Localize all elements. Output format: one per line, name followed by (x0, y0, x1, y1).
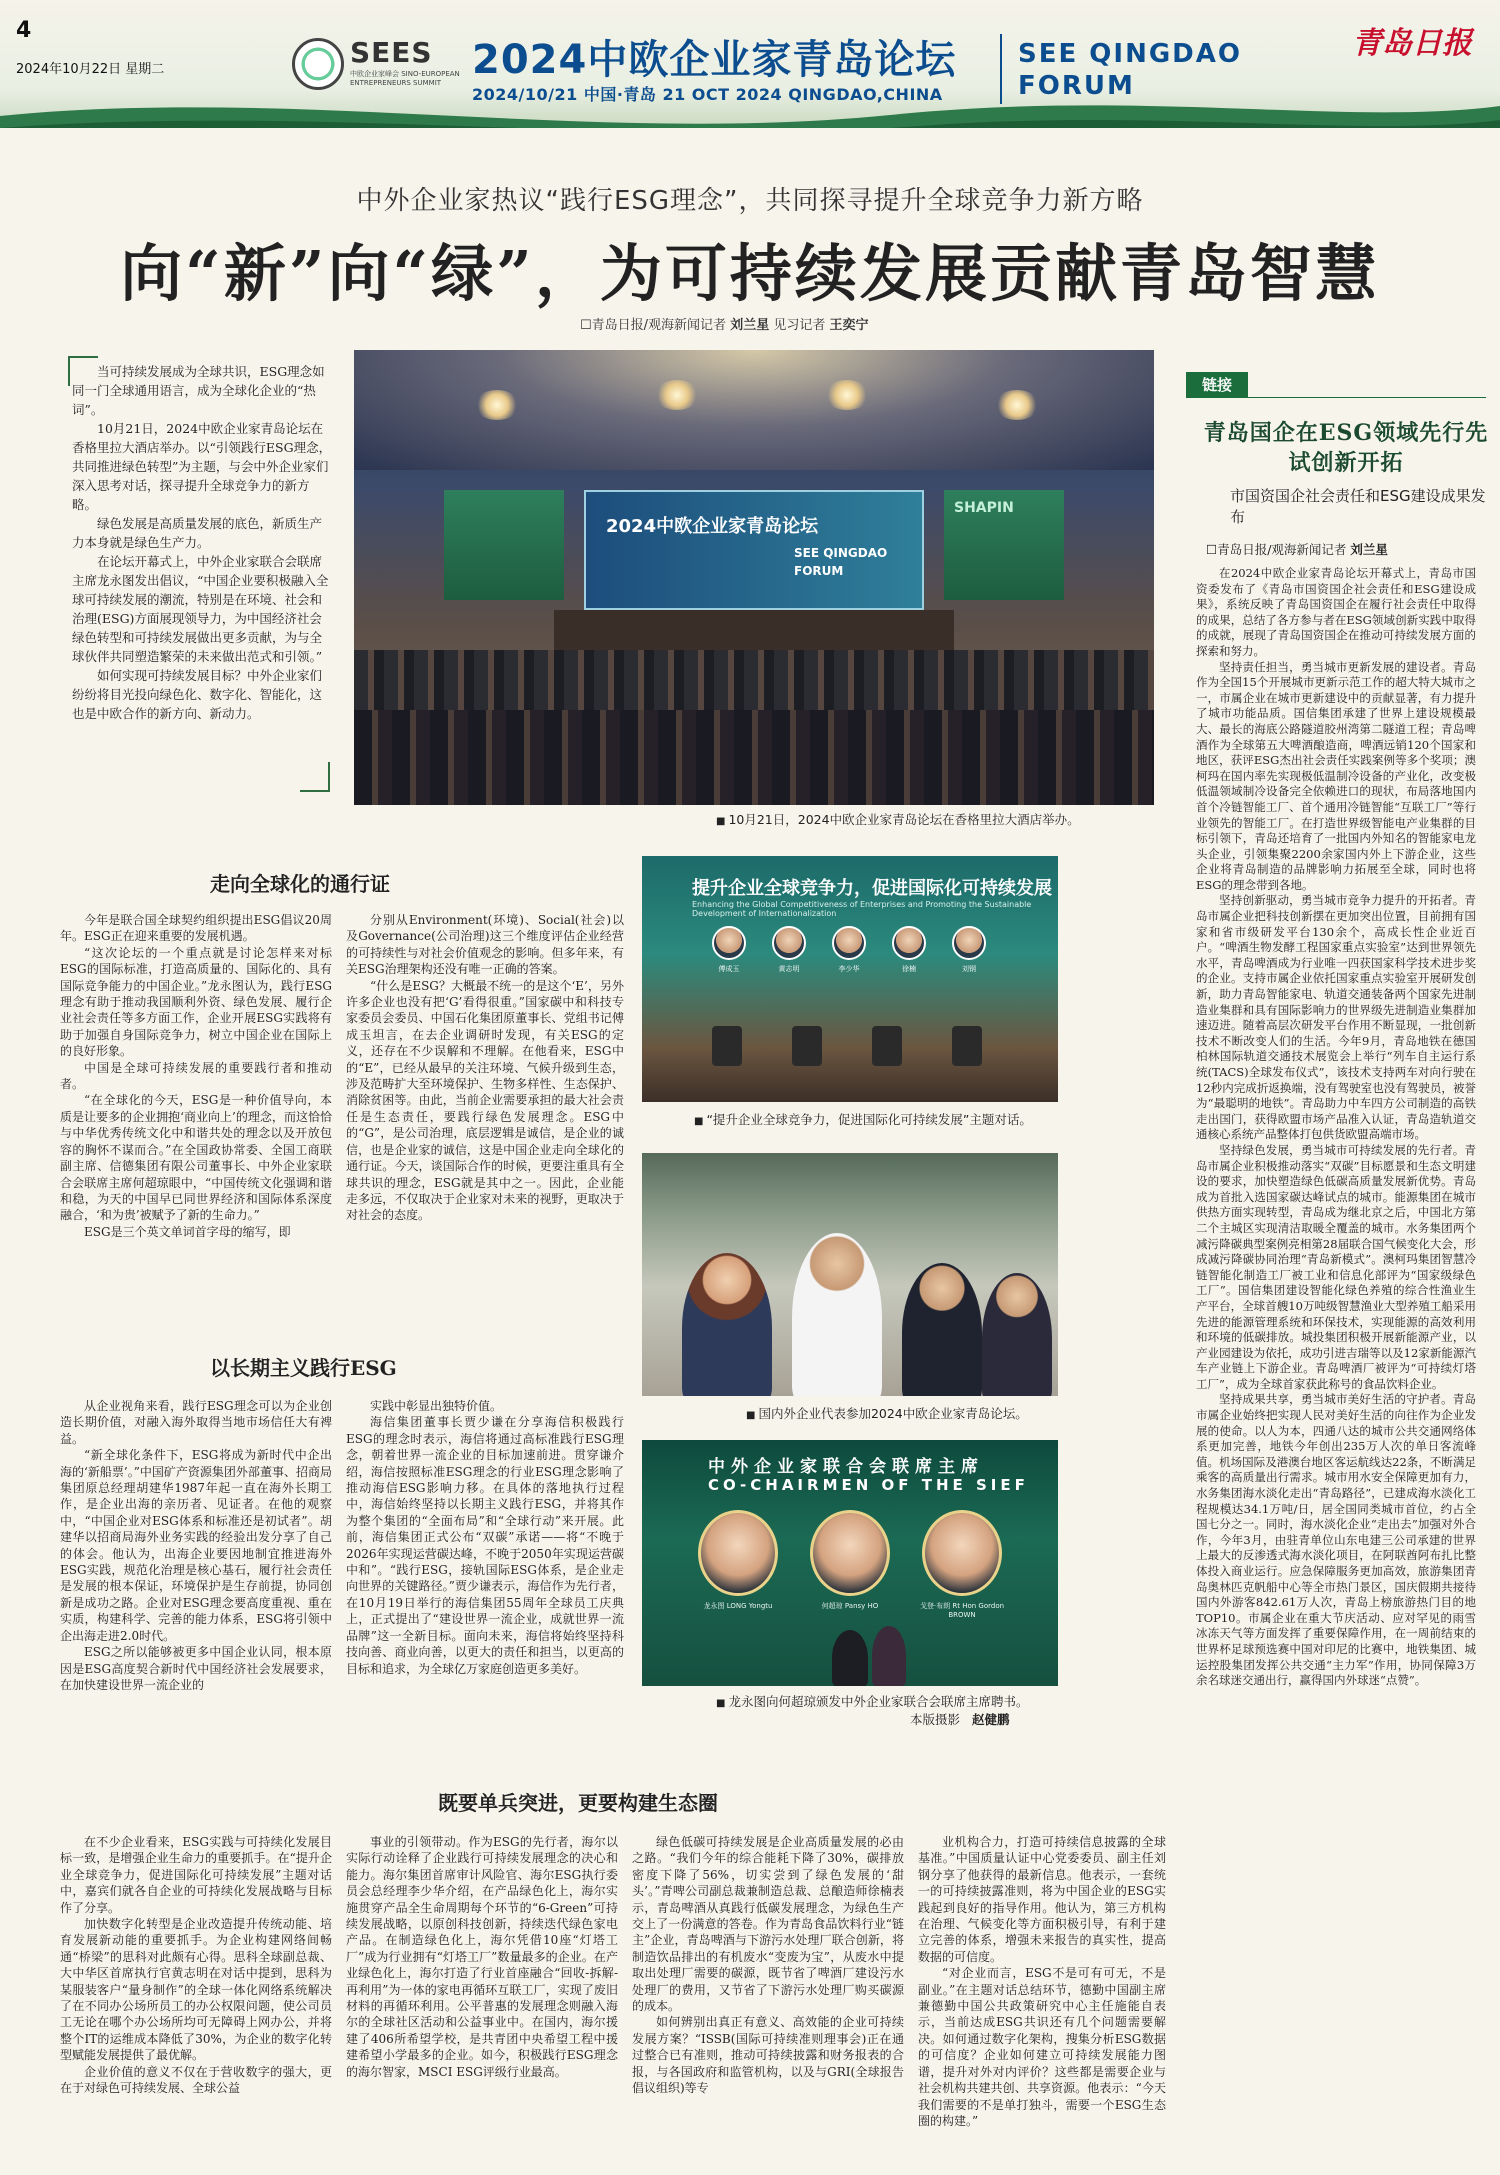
photo-credit-label: 本版摄影 (910, 1712, 961, 1727)
body-paragraph: 加快数字化转型是企业改造提升传统动能、培育发展新动能的重要抓手。为企业构建网络间畅通“桥梁”的思科对此颇有心得。思科全球副总裁、大中华区首席执行官黄志明在对话中提到，思科为某服装客户“量身制作”的全球一体化网络系统解决了在不同办公场所员工的办公权限问题，使公司员工无论在哪个办公场所均可无障碍上网办公，并将整个IT的运维成本降低了30%，为企业的数字化转型赋能发展提供了最优解。 (60, 1917, 332, 2063)
issue-date: 2024年10月22日 星期二 (16, 62, 165, 77)
lead-bracket (300, 790, 330, 792)
speaker-avatar (952, 926, 986, 960)
lead-paragraph: 如何实现可持续发展目标？中外企业家们纷纷将目光投向绿色化、数字化、智能化，这也是中欧合作的新方向、新动力。 (72, 668, 323, 721)
sidebar-byline (1206, 540, 1388, 558)
body-paragraph: 海信集团董事长贾少谦在分享海信积极践行ESG的理念时表示，海信将通过高标准践行ESG理念，朝着世界一流企业的目标加速前进。贯穿谦介绍，海信按照标准ESG理念的行业ESG理念影响了推动海信ESG影响力移。在具体的落地执行过程中，海信始终坚持以长期主义践行ESG，并将其作为整个集团的“全面布局”和“全球行动”来开展。此前，海信集团正式公布“双碳”承诺——将“不晚于2026年实现运营碳达峰，不晚于2050年实现运营碳中和”。“践行ESG，接轨国际ESG体系，是企业走向世界的关键路径。”贾少谦表示，海信作为先行者，在10月19日举行的海信集团55周年全球员工庆典上，正式提出了“建设世界一流企业，成就世界一流品牌”这一全新目标。面向未来，海信将始终坚持科技向善、商业向善，以更大的责任和担当，以更高的目标和追求，为全球亿万家庭创造更多美好。 (346, 1415, 624, 1676)
ceremony-figure (832, 1630, 868, 1686)
photo-dialogue-panel (642, 856, 1058, 1102)
co-chairmen-photo-caption: ■ 龙永图向何超琼颁发中外企业家联合会联席主席聘书。 (716, 1692, 1028, 1710)
chandelier-icon (994, 390, 1040, 420)
lead-paragraph: 在论坛开幕式上，中外企业家联合会联席主席龙永图发出倡议，“中国企业要积极融入全球可持续发展的潮流，特别是在环境、社会和治理(ESG)方面展现领导力，为中国经济社会绿色转型和可持续发展做出更多贡献，为与全球伙伴共同塑造繁荣的未来做出范式和引领。” (72, 554, 329, 664)
panel-banner-english: Enhancing the Global Competitiveness of Enterprises and Promoting the Sustainable Development of Internationalization (692, 900, 1032, 918)
speaker-name: 傅成玉 (718, 965, 740, 973)
sidebar-paragraph: 坚持绿色发展，勇当城市可持续发展的先行者。青岛市属企业积极推动落实“双碳”目标愿景和生态文明建设的要求，加快塑造绿色低碳高质量发展新优势。青岛成为首批入选国家碳达峰试点的城市。能源集团在城市供热方面实现转型，青岛成为继北京之后，中国北方第二个主城区实现清洁取暖全覆盖的城市。水务集团两个减污降碳典型案例亮相第28届联合国气候变化大会，形成减污降碳协同治理“青岛新模式”。澳柯玛集团智慧冷链智能化制造工厂被工业和信息化部评为“国家级绿色工厂”。国信集团建设智能化绿色养殖的综合性渔业生产平台，全球首艘10万吨级智慧渔业大型养殖工船采用先进的能源管理系统和环保技术，实现能源的高效利用和环境的低碳排放。城投集团积极开展新能源产业，以产业园建设为依托，成功引进吉瑞等以及12家新能源汽车产业链上下游企业。青岛啤酒厂被评为“可持续灯塔工厂”，成为全球首家获此称号的食品饮料企业。 (1196, 1142, 1476, 1391)
panelist-seat (712, 1026, 742, 1066)
stage-side-screen (944, 490, 1064, 600)
sidebar-subtitle: 市国资国企社会责任和ESG建设成果发布 (1230, 487, 1486, 526)
sidebar-byline-name: 刘兰星 (1350, 542, 1388, 557)
co-chairman-portrait (922, 1510, 1002, 1596)
panelist-seat (872, 1026, 902, 1066)
attendee-figure (792, 1233, 882, 1396)
sees-logo-text: SEES (350, 36, 433, 69)
article-lead (72, 362, 332, 762)
dialogue-photo-caption: ■ “提升企业全球竞争力，促进国际化可持续发展”主题对话。 (694, 1110, 1032, 1128)
body-paragraph: 分别从Environment(环境)、Social(社会)以及Governance(公司治理)这三个维度评估企业经营的可持续性与对社会价值观念的影响。但多年来，有关ESG治理架构还没有唯一正确的答案。 (346, 913, 624, 977)
body-paragraph: 企业价值的意义不仅在于营收数字的强大，更在于对绿色可持续发展、全球公益 (60, 2064, 332, 2096)
page-number: 4 (16, 18, 32, 43)
body-paragraph: “在全球化的今天，ESG是一种价值导向，本质是让要多的企业拥抱‘商业向上’的理念，而这恰恰与中华优秀传统文化中和谐共处的理念以及开放包容的胸怀不谋而合。”在全国政协常委、全国工商联副主席、信德集团有限公司董事长、中外企业家联合会联席主席何超琼眼中，“中国传统文化强调和谐和稳，为天的中国早已同世界经济和国际体系深度融合，‘和为贵’被赋予了新的生命力。” (60, 1093, 332, 1223)
panelist-seat (792, 1026, 822, 1066)
body-paragraph: 中国是全球可持续发展的重要践行者和推动者。 (60, 1060, 332, 1092)
speaker-avatar (892, 926, 926, 960)
body-paragraph: “什么是ESG？大概最不统一的是这个‘E’，另外许多企业也没有把‘G’看得很重。”国家碳中和科技专家委员会委员、中国石化集团原董事长、党组书记傅成玉坦言，在去企业调研时发现，有关ESG的定义，还存在不少误解和不理解。在他看来，ESG中的“E”，已经从最早的关注环境、气候升级到生态，涉及范畴扩大至环境保护、生物多样性、生态保护、消除贫困等。由此，当前企业需要承担的最大社会责任是生态责任，要践行绿色发展理念。ESG中的“G”，是公司治理，底层逻辑是诚信，是企业的诚信，也是企业家的诚信，这是中国企业走向全球化的通行证。今天，谈国际合作的时候，更要注重具有全球共识的理念，ESG就是其中之一。因此，企业能走多远，不仅取决于企业家对未来的视野，更取决于对社会的态度。 (346, 978, 624, 1223)
section3-column-3 (632, 1834, 904, 2156)
body-paragraph: 从企业视角来看，践行ESG理念可以为企业创造长期价值，对融入海外取得当地市场信任大有裨益。 (60, 1399, 332, 1446)
sidebar-paragraph: 在2024中欧企业家青岛论坛开幕式上，青岛市国资委发布了《青岛市国资国企社会责任和ESG建设成果》，系统反映了青岛国资国企在履行社会责任中取得的成果，总结了各方参与者在ESG领域创新实践中取得的成就，展现了青岛国资国企在推动可持续发展方面的探索和努力。 (1196, 566, 1476, 658)
forum-title: 2024中欧企业家青岛论坛 (472, 37, 957, 83)
sidebar-title: 青岛国企在ESG领域先行先试创新开拓 (1203, 420, 1489, 476)
stage-main-screen (584, 490, 924, 610)
forum-english-name (1018, 38, 1242, 102)
lead-paragraph: 10月21日，2024中欧企业家青岛论坛在香格里拉大酒店举办。以“引领践行ESG理念，共同推进绿色转型”为主题，与会中外企业家们深入思考对话，探寻提升全球竞争力的新方略。 (72, 421, 332, 512)
sidebar-byline-source: ☐青岛日报/观海新闻记者 (1206, 542, 1347, 557)
co-chairman-name: 龙永图 LONG Yongtu (703, 1602, 773, 1610)
section1-column-1 (60, 912, 332, 1322)
forum-english-line2: FORUM (1018, 71, 1135, 101)
photo-attendees (642, 1153, 1058, 1396)
body-paragraph: 如何辨别出真正有意义、高效能的企业可持续发展方案？“ISSB(国际可持续准则理事会)正在通过整合已有准则，推动可持续披露和财务报表的合报，与各国政府和监管机构，以及与GRI(全球报告倡议组织)等专 (632, 2015, 904, 2096)
speaker-name: 李少华 (838, 965, 860, 973)
audience-rows-front (354, 710, 1154, 805)
article-headline: 向“新”向“绿”，为可持续发展贡献青岛智慧 (120, 237, 1380, 310)
section3-title: 既要单兵突进，更要构建生态圈 (438, 1791, 718, 1815)
photo-co-chairmen (642, 1440, 1058, 1686)
body-paragraph: “新全球化条件下，ESG将成为新时代中企出海的‘新船票’。”中国矿产资源集团外部董事、招商局集团原总经理胡建华1987年起一直在海外长期工作，是企业出海的亲历者、见证者。在他的观察中，“中国企业对ESG体系和标准还是初试者”。胡建华以招商局海外业务实践的经验出发分享了自己的体会。他认为，出海企业要因地制宜推进海外ESG实践，规范化治理是核心基石，履行社会责任是发展的根本保证，环境保护是生存前提，协同创新是成功之路。企业对ESG理念要高度重视、重在实质，构建科学、完善的能力体系，ESG将引领中企出海走进2.0时代。 (60, 1448, 332, 1643)
article-byline (580, 314, 869, 333)
section3-column-4 (918, 1834, 1166, 2156)
body-paragraph: 事业的引领带动。作为ESG的先行者，海尔以实际行动诠释了企业践行可持续发展理念的决心和能力。海尔集团首席审计风险官、海尔ESG执行委员会总经理李少华介绍，在产品绿色化上，海尔实施贯穿产品全生命周期每个环节的“6-Green”可持续发展战略，以原创科技创新，持续迭代绿色家电产品。在制造绿色化上，海尔凭借10座“灯塔工厂”成为行业拥有“灯塔工厂”数量最多的企业。在产业绿色化上，海尔打造了行业首座融合“回收-拆解-再利用”为一体的家电再循环互联工厂，实现了废旧材料的再循环利用。公平普惠的发展理念则融入海尔的全球社区活动和公益事业中。在国内，海尔援建了406所希望学校，是共青团中央希望工程中援建希望小学最多的企业。如今，积极践行ESG理念的海尔智家，MSCI ESG评级行业最高。 (346, 1835, 618, 2079)
body-paragraph: “这次论坛的一个重点就是讨论怎样来对标ESG的国际标准，打造高质量的、国际化的、具有国际竞争能力的中国企业。”龙永图认为，践行ESG理念有助于推动我国顺利外资、绿色发展、履行企业社会责任等多方面工作，企业开展ESG实践将有助于加强自身国际竞争力，树立中国企业在国际上的良好形象。 (60, 945, 332, 1059)
body-paragraph: ESG之所以能够被更多中国企业认同，根本原因是ESG高度契合新时代中国经济社会发展要求，在加快建设世界一流企业的 (60, 1645, 332, 1692)
article-kicker: 中外企业家热议“践行ESG理念”，共同探寻提升全球竞争力新方略 (356, 186, 1144, 216)
newspaper-brand-logo: 青岛日报 (1352, 26, 1472, 61)
sees-logo-subtext: 中欧企业家峰会 SINO-EUROPEAN ENTREPRENEURS SUMMIT (350, 70, 460, 87)
sidebar-paragraph: 坚持创新驱动，勇当城市竞争力提升的开拓者。青岛市属企业把科技创新摆在更加突出位置，目前拥有国家和省市级研发平台130余个，高成长性企业近百户。“啤酒生物发酵工程国家重点实验室”达到世界领先水平，青岛啤酒成为行业唯一四获国家科学技术进步奖的企业。支持市属企业依托国家重点实验室开展研发创新，助力青岛智能家电、轨道交通装备两个国家先进制造业集群和具有国际影响力的世界级先进制造业集群加速迈进。随着高层次研发平台作用不断显现，一批创新技术不断改变人们的生活。今年9月，青岛地铁在德国柏林国际轨道交通技术展览会上举行“列车自主运行系统(TACS)全球发布仪式”，该技术支持两车对向行驶在12秒内完成折返换端，没有驾驶室也没有驾驶员，被誉为“最聪明的地铁”。青岛助力中车四方公司制造的高铁走出国门，获得欧盟市场产品准入认证，青岛造轨道交通核心系统产品整体打包供货欧盟高端市场。 (1196, 893, 1476, 1142)
main-photo-forum-hall (354, 350, 1154, 805)
ceremony-figure (872, 1626, 906, 1686)
sidebar-paragraph: 坚持成果共享，勇当城市美好生活的守护者。青岛市属企业始终把实现人民对美好生活的向往作为企业发展的使命。以人为本，四通八达的城市公共交通网络体系更加完善，地铁今年创出235万人次的单日客流峰值。机场国际及港澳台地区客运航线达22条，不断满足乘客的高质量出行需求。城市用水安全保障更加有力，水务集团海水淡化走出“青岛路径”，已建成海水淡化工程规模达34.1万吨/日，居全国同类城市首位，约占全国七分之一。同时，海水淡化企业“走出去”加强对外合作，今年3月，由驻青单位山东电建三公司承建的世界上最大的反渗透式海水淡化项目，在阿联酋阿布扎比整体投入商业运行。应急保障服务更加高效，旅游集团青岛奥林匹克帆船中心等全市热门景区，国庆假期共接待国内外游客842.61万人次，青岛上榜旅游热门目的地TOP10。市属企业在重大节庆活动、应对罕见的雨雪冰冻天气等方面发挥了重要保障作用，在一周前结束的世界杯足球预选赛中国对印尼的比赛中，地铁集团、城运控股集团发挥公共交通“主力军”作用，协同保障3万余名球迷交通出行，赢得国内外球迷“点赞”。 (1196, 1392, 1476, 1688)
section3-column-1 (60, 1834, 332, 2156)
co-chairman-portrait (698, 1510, 778, 1596)
chandelier-icon (824, 380, 870, 410)
body-paragraph: ESG是三个英文单词首字母的缩写，即 (84, 1224, 291, 1239)
attendee-figure (902, 1263, 982, 1396)
attendee-figure (682, 1253, 772, 1396)
main-screen-english: SEE QINGDAO FORUM (794, 546, 888, 578)
speaker-name: 黄志明 (778, 965, 800, 973)
body-paragraph: 业机构合力，打造可持续信息披露的全球基准。”中国质量认证中心党委委员、副主任刘钢分享了他获得的最新信息。他表示，一套统一的可持续披露准则，将为中国企业的ESG实践起到良好的指导作用。他认为，第三方机构在治理、气候变化等方面积极引导，有利于建立完善的体系，增强未来报告的真实性，提高数据的可信度。 (918, 1835, 1166, 1964)
chandelier-icon (654, 380, 700, 410)
lead-paragraph: 当可持续发展成为全球共识，ESG理念如同一门全球通用语言，成为全球化企业的“热词”。 (72, 364, 325, 417)
sees-logo (292, 36, 488, 96)
co-chairman-name: 戈登·布朗 Rt Hon Gordon BROWN (919, 1602, 1005, 1619)
speaker-name: 刘钢 (962, 965, 976, 973)
body-paragraph: 今年是联合国全球契约组织提出ESG倡议20周年。ESG正在迎来重要的发展机遇。 (60, 913, 332, 944)
sidebar-tag: 链接 (1186, 372, 1248, 398)
forum-english-line1: SEE QINGDAO (1018, 39, 1242, 69)
main-screen-title: 2024中欧企业家青岛论坛 (606, 516, 819, 537)
section2-column-2 (346, 1398, 624, 1774)
sidebar-rule (1186, 397, 1486, 398)
section3-column-2 (346, 1834, 618, 2156)
side-screen-text: SHAPIN (954, 500, 1014, 516)
co-chairmen-title-cn: 中外企业家联合会联席主席 (708, 1457, 984, 1477)
speaker-avatar (832, 926, 866, 960)
lead-bracket (328, 762, 330, 792)
co-chairmen-title-en: CO-CHAIRMEN OF THE SIEF (708, 1476, 1029, 1494)
chandelier-icon (474, 390, 520, 420)
main-photo-caption: ■ 10月21日，2024中欧企业家青岛论坛在香格里拉大酒店举办。 (716, 810, 1080, 828)
byline-source: ☐青岛日报/观海新闻记者 (580, 318, 727, 333)
lead-paragraph: 绿色发展是高质量发展的底色，新质生产力本身就是绿色生产力。 (72, 516, 323, 550)
stage-side-screen (444, 490, 564, 600)
lead-bracket (68, 356, 98, 358)
panelist-seat (952, 1026, 982, 1066)
sees-emblem-icon (292, 38, 344, 90)
photo-credit (910, 1710, 1009, 1728)
sidebar-body (1196, 566, 1476, 2158)
speaker-avatar (772, 926, 806, 960)
section1-title: 走向全球化的通行证 (210, 872, 390, 896)
attendees-photo-caption: ■ 国内外企业代表参加2024中欧企业家青岛论坛。 (746, 1404, 1028, 1422)
lead-bracket (68, 356, 70, 386)
co-chairman-portrait (810, 1510, 890, 1596)
masthead (0, 0, 1500, 128)
body-paragraph: 绿色低碳可持续发展是企业高质量发展的必由之路。“我们今年的综合能耗下降了30%，碳排放密度下降了56%，切实尝到了绿色发展的‘甜头’。”青啤公司副总裁兼制造总裁、总酿造师徐楠表示，青岛啤酒从真践行低碳发展理念，为绿色生产交上了一份满意的答卷。作为青岛食品饮料行业“链主”企业，青岛啤酒与下游污水处理厂联合创新，将制造饮品排出的有机废水“变废为宝”，从废水中提取出处理厂需要的碳源，既节省了啤酒厂建设污水处理厂的费用，又节省了下游污水处理厂购买碳源的成本。 (632, 1835, 904, 2014)
sidebar-paragraph: 坚持责任担当，勇当城市更新发展的建设者。青岛作为全国15个开展城市更新示范工作的超大特大城市之一，市属企业在城市更新建设中的贡献显著，有力提升了城市功能品质。国信集团承建了世界上建设规模最大、最长的海底公路隧道胶州湾第二隧道工程；青岛啤酒作为全球第五大啤酒酿造商，啤酒远销120个国家和地区，获评ESG杰出社会责任实践案例等多个奖项；澳柯玛在国内率先实现极低温制冷设备的产业化，改变极低温领域制冷设备完全依赖进口的现状，布局落地国内首个冷链智能工厂、首个通用冷链智能“互联工厂”等行业领先的智能工厂。在打造世界级智能电产业集群的目标引领下，青岛还培育了一批国内外知名的智能家电龙头企业，引领集聚2200余家国内外上下游企业，这些企业将青岛制造的品牌影响力拓展至全球，同时也将ESG的理念带到各地。 (1196, 659, 1476, 892)
photo-credit-name: 赵健鹏 (971, 1712, 1010, 1727)
forum-date-location: 2024/10/21 中国·青岛 21 OCT 2024 QINGDAO,CHINA (472, 85, 943, 104)
byline-intern: 王奕宁 (829, 318, 869, 333)
stage (554, 610, 954, 650)
byline-reporter: 刘兰星 (730, 318, 770, 333)
header-divider (1000, 34, 1002, 104)
section1-column-2 (346, 912, 624, 1322)
byline-intern-label: 见习记者 (773, 318, 826, 333)
speaker-name: 徐楠 (902, 965, 916, 973)
body-paragraph: 实践中彰显出独特价值。 (370, 1399, 503, 1413)
speaker-avatar (712, 926, 746, 960)
attendee-figure (982, 1273, 1052, 1396)
section2-column-1 (60, 1398, 332, 1774)
section2-title: 以长期主义践行ESG (210, 1356, 397, 1380)
panel-banner-title: 提升企业全球竞争力，促进国际化可持续发展 (692, 878, 1052, 899)
co-chairman-name: 何超琼 Pansy HO (821, 1602, 879, 1610)
body-paragraph: 在不少企业看来，ESG实践与可持续化发展目标一致，是增强企业生命力的重要抓手。在“提升企业全球竞争力，促进国际化可持续发展”主题对话中，嘉宾们就各自企业的可持续化发展战略与目标作了分享。 (60, 1835, 332, 1915)
body-paragraph: “对企业而言，ESG不是可有可无，不是副业。”在主题对话总结环节，德勤中国副主席兼德勤中国公共政策研究中心主任施能自表示，当前达成ESG共识还有几个问题需要解决。如何通过数字化架构，搜集分析ESG数据的可信度？企业如何建立可持续发展能力图谱，提升对外对内评价？这些都是需要企业与社会机构共建共创、共享资源。他表示：“今天我们需要的不是单打独斗，需要一个ESG生态圈的构建。” (918, 1966, 1166, 2128)
